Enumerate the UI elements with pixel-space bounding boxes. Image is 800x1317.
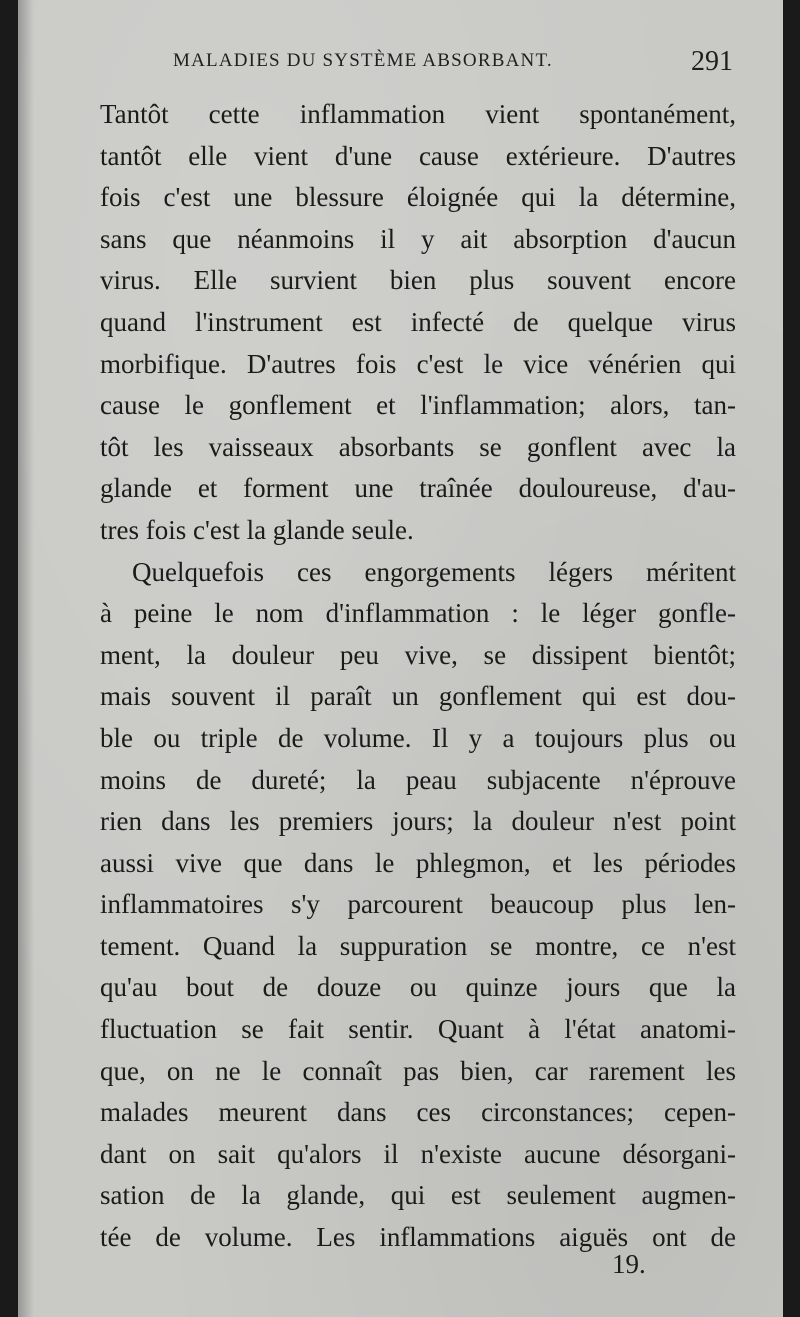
text-line: Tantôt cette inflammation vient spontanément,	[100, 99, 736, 129]
paragraph-2	[100, 552, 736, 1259]
body-text	[100, 94, 736, 1259]
text-line: tantôt elle vient d'une cause extérieure. D'autres	[100, 140, 736, 171]
page-number: 291	[691, 46, 733, 77]
text-line: mais souvent il paraît un gonflement qui est dou-	[100, 681, 736, 712]
text-line: Quelquefois ces engorgements légers méritent	[132, 556, 736, 587]
text-line: sation de la glande, qui est seulement augmen-	[100, 1180, 736, 1211]
text-line: à peine le nom d'inflammation : le léger gonfle-	[100, 598, 736, 629]
text-line: inflammatoires s'y parcourent beaucoup plus len-	[100, 889, 736, 920]
page-gutter-shadow	[18, 0, 34, 1317]
page-header	[173, 48, 733, 82]
text-line: ble ou triple de volume. Il y a toujours plus ou	[100, 722, 736, 753]
text-line: quand l'instrument est infecté de quelque virus	[100, 306, 736, 337]
signature-mark: 19.	[612, 1249, 646, 1279]
text-line: glande et forment une traînée douloureuse, d'au-	[100, 473, 736, 504]
text-line: fois c'est une blessure éloignée qui la détermine,	[100, 182, 736, 213]
text-line: qu'au bout de douze ou quinze jours que la	[100, 972, 736, 1003]
text-line: tée de volume. Les inflammations aiguës ont de	[100, 1222, 736, 1253]
text-line: tôt les vaisseaux absorbants se gonflent avec la	[100, 431, 736, 462]
paragraph-1	[100, 94, 736, 552]
text-line: dant on sait qu'alors il n'existe aucune désorgani-	[100, 1138, 736, 1169]
text-line: tement. Quand la suppuration se montre, ce n'est	[100, 930, 736, 961]
text-line: morbifique. D'autres fois c'est le vice vénérien qui	[100, 348, 736, 379]
text-line: sans que néanmoins il y ait absorption d'aucun	[100, 223, 736, 254]
text-line: fluctuation se fait sentir. Quant à l'état anatomi-	[100, 1014, 736, 1045]
text-line: que, on ne le connaît pas bien, car rarement les	[100, 1055, 736, 1086]
running-title: MALADIES DU SYSTÈME ABSORBANT.	[173, 50, 553, 71]
text-line: moins de dureté; la peau subjacente n'éprouve	[100, 764, 736, 795]
text-line: rien dans les premiers jours; la douleur n'est point	[100, 806, 736, 837]
text-line: aussi vive que dans le phlegmon, et les périodes	[100, 847, 736, 878]
text-line: ment, la douleur peu vive, se dissipent bientôt;	[100, 639, 736, 670]
text-line: cause le gonflement et l'inflammation; alors, tan-	[100, 390, 736, 421]
text-line: virus. Elle survient bien plus souvent encore	[100, 265, 736, 296]
text-line: malades meurent dans ces circonstances; cepen-	[100, 1097, 736, 1128]
text-line: tres fois c'est la glande seule.	[100, 514, 414, 545]
